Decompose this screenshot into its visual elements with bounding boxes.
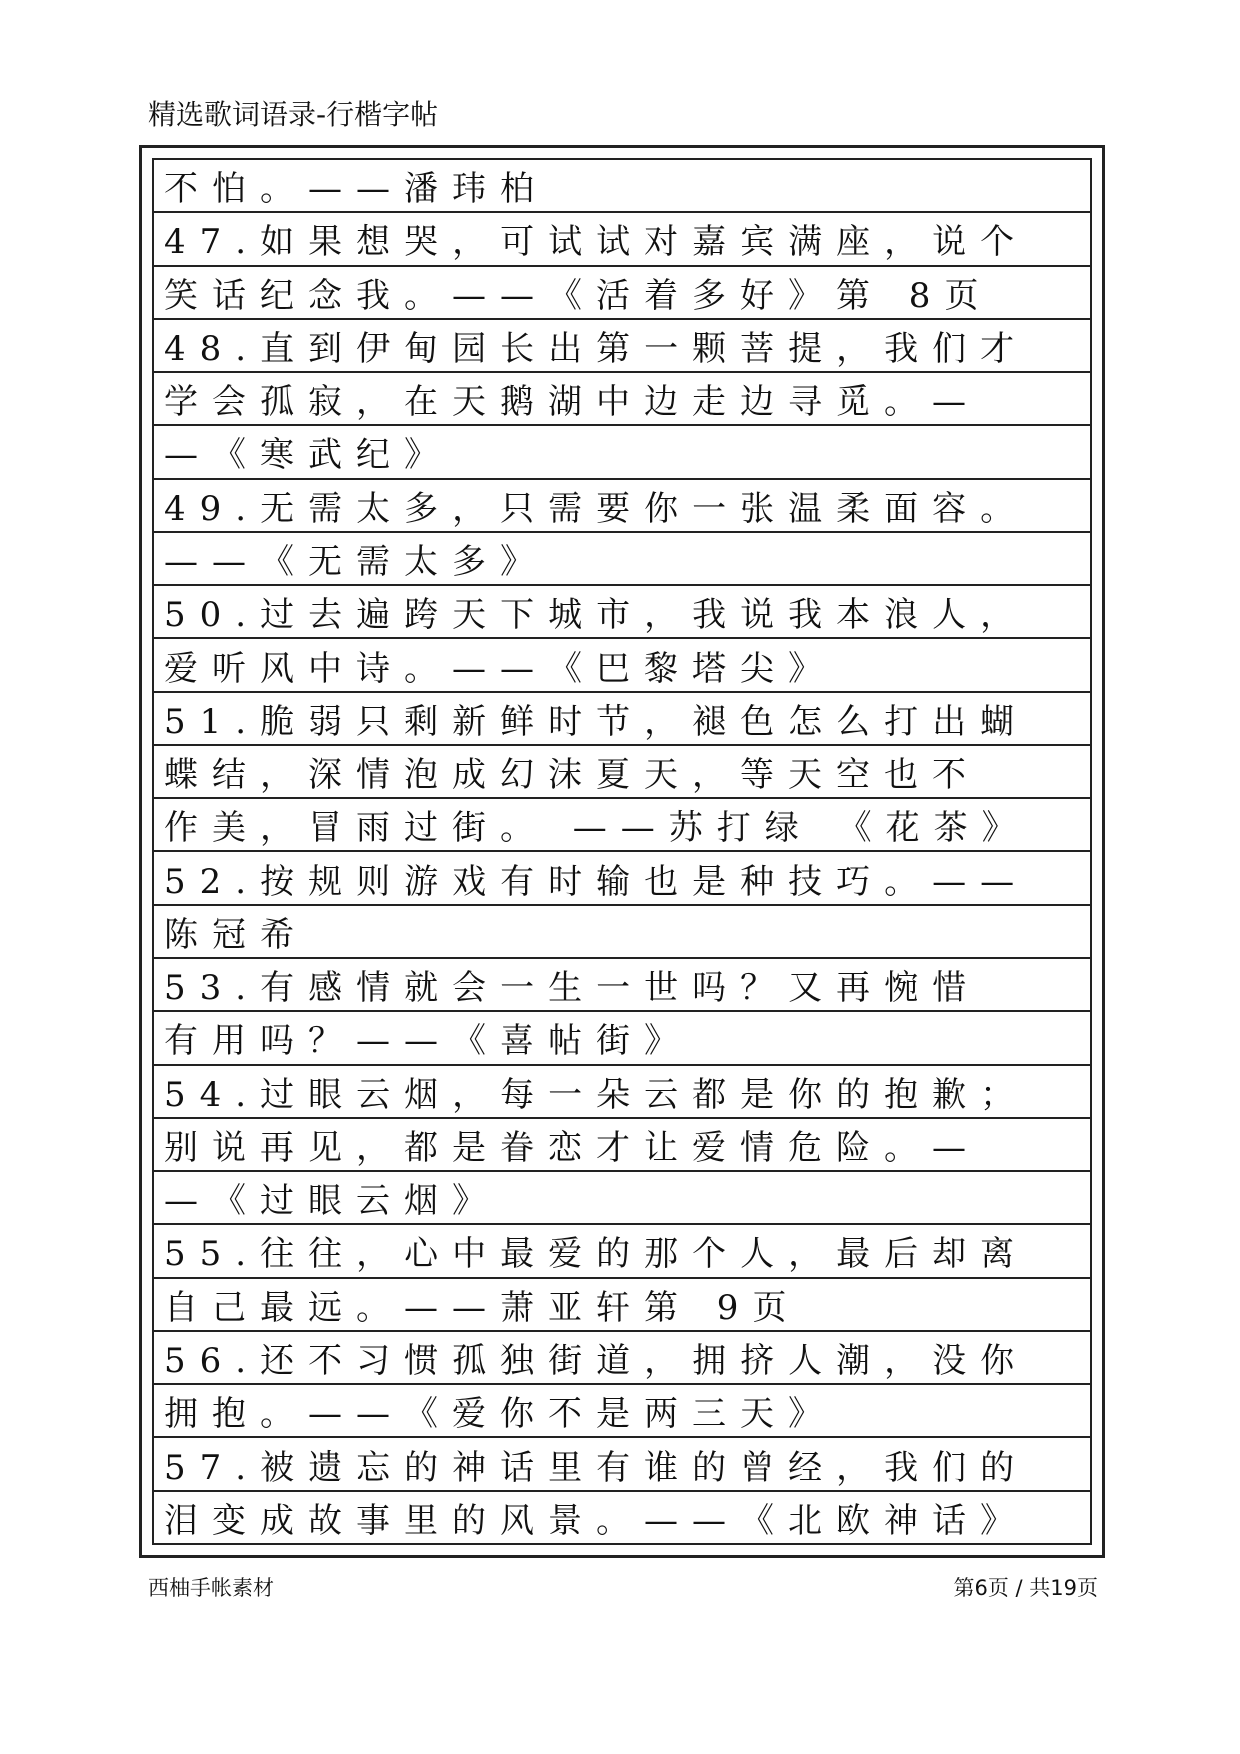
- text-line: 作美，冒雨过街。 ——苏打绿 《花茶》: [154, 799, 1090, 852]
- text-line: 48.直到伊甸园长出第一颗菩提，我们才: [154, 320, 1090, 373]
- text-line: ——《无需太多》: [154, 533, 1090, 586]
- text-line: 蝶结，深情泡成幻沫夏天，等天空也不: [154, 746, 1090, 799]
- text-line: 拥抱。——《爱你不是两三天》: [154, 1385, 1090, 1438]
- text-line: 53.有感情就会一生一世吗？又再惋惜: [154, 959, 1090, 1012]
- text-line: —《过眼云烟》: [154, 1172, 1090, 1225]
- text-line: 笑话纪念我。——《活着多好》第 8页: [154, 267, 1090, 320]
- text-line: 别说再见，都是眷恋才让爱情危险。—: [154, 1119, 1090, 1172]
- page-number: 第6页 / 共19页: [953, 1576, 1098, 1600]
- text-line: 57.被遗忘的神话里有谁的曾经，我们的: [154, 1438, 1090, 1491]
- footer-source: 西柚手帐素材: [148, 1576, 274, 1600]
- page-title: 精选歌词语录-行楷字帖: [148, 98, 439, 131]
- text-line: 陈冠希: [154, 906, 1090, 959]
- text-line: 55.往往，心中最爱的那个人，最后却离: [154, 1225, 1090, 1278]
- writing-grid: [152, 158, 1092, 1545]
- text-line: 56.还不习惯孤独街道，拥挤人潮，没你: [154, 1332, 1090, 1385]
- text-line: 自己最远。——萧亚轩第 9页: [154, 1279, 1090, 1332]
- text-line: 49.无需太多，只需要你一张温柔面容。: [154, 480, 1090, 533]
- text-line: 有用吗？——《喜帖街》: [154, 1012, 1090, 1065]
- worksheet-frame: [139, 145, 1105, 1558]
- text-line: 50.过去遍跨天下城市，我说我本浪人，: [154, 586, 1090, 639]
- text-line: 47.如果想哭，可试试对嘉宾满座，说个: [154, 213, 1090, 266]
- text-line: 泪变成故事里的风景。——《北欧神话》: [164, 1500, 1028, 1541]
- text-line: 爱听风中诗。——《巴黎塔尖》: [154, 639, 1090, 692]
- text-line: —《寒武纪》: [154, 426, 1090, 479]
- text-line: 52.按规则游戏有时输也是种技巧。——: [154, 852, 1090, 905]
- text-line: 不怕。——潘玮柏: [154, 160, 1090, 213]
- text-line: 学会孤寂，在天鹅湖中边走边寻觅。—: [154, 373, 1090, 426]
- text-line: 51.脆弱只剩新鲜时节，褪色怎么打出蝴: [154, 693, 1090, 746]
- text-line: 54.过眼云烟，每一朵云都是你的抱歉；: [154, 1066, 1090, 1119]
